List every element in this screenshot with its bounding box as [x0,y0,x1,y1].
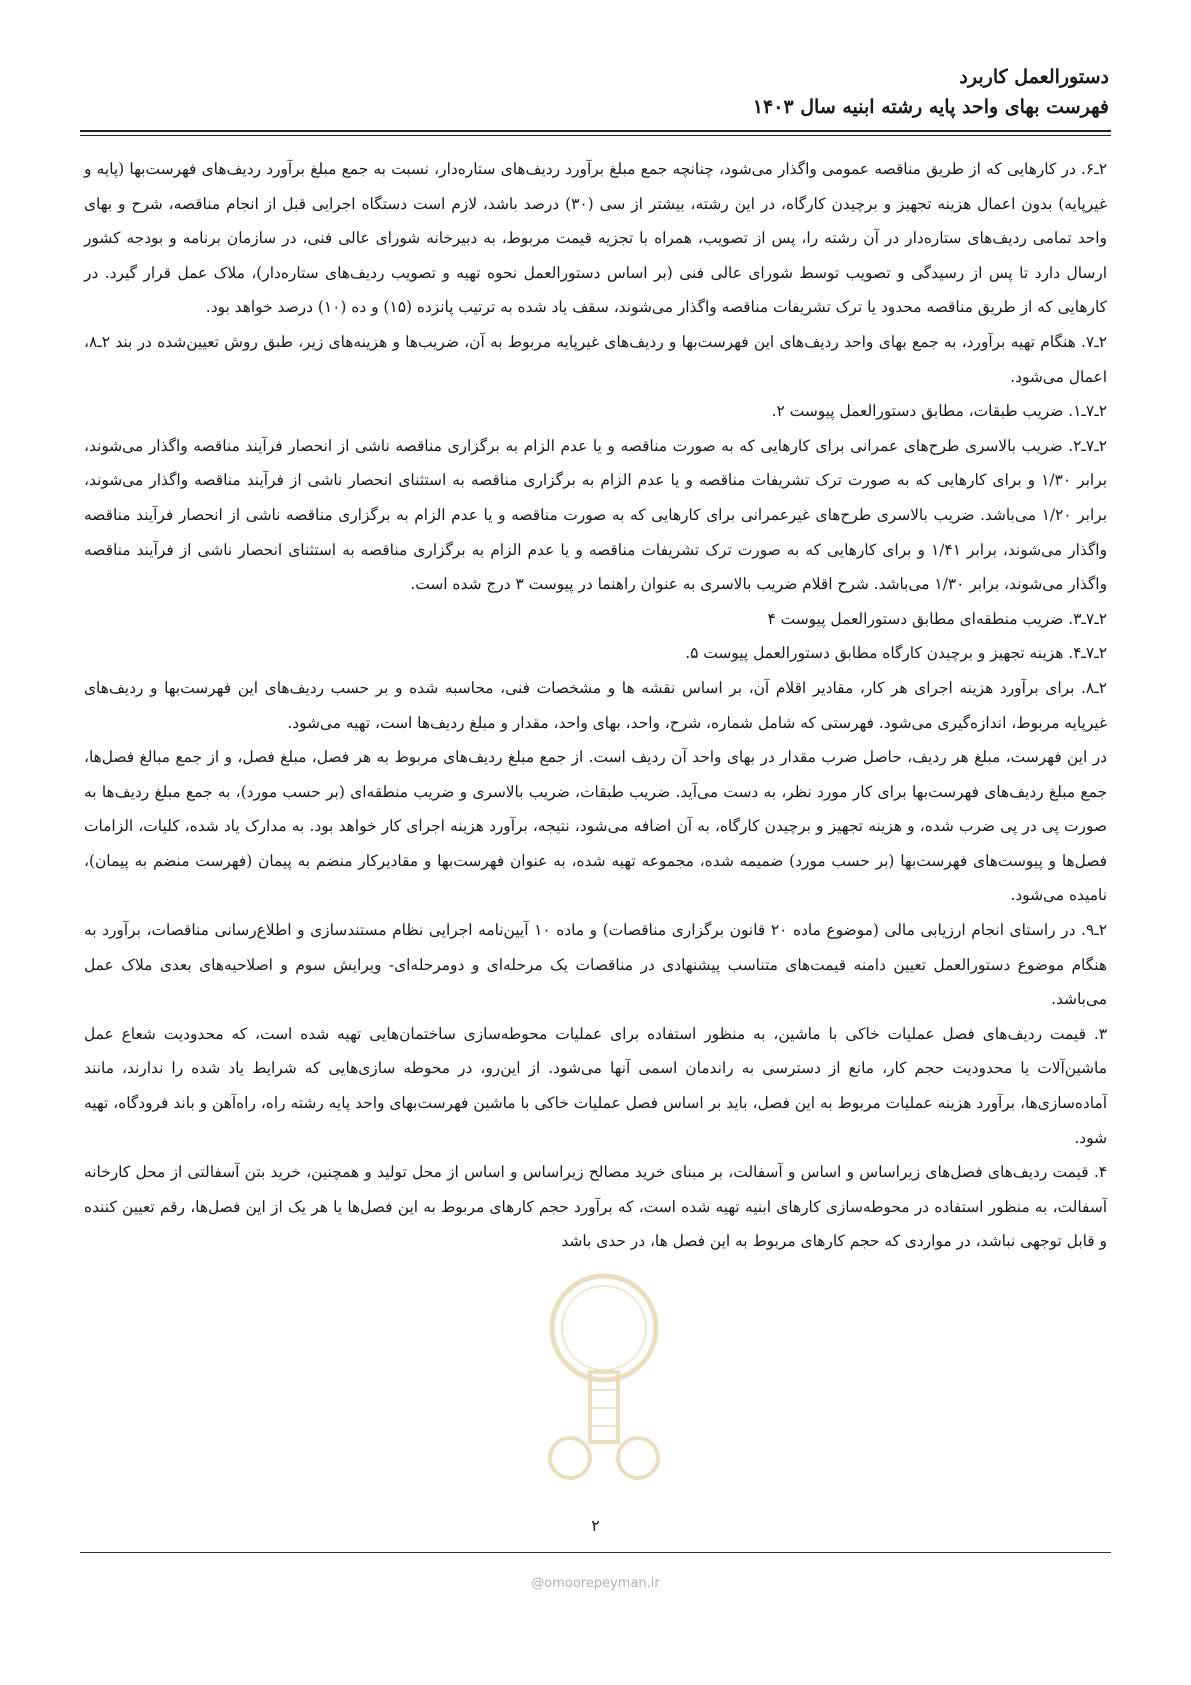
paragraph-4: ۴. قیمت ردیف‌های فصل‌های زیراساس و اساس و آسفالت، بر مبنای خرید مصالح زیراساس و اساس از محل تولید و همچنین، خرید بتن آسفالتی از محل کارخانه آسفالت، به منظور استفاده در محوطه‌سازی کارهای ابنیه تهیه شده است، که برآورد حجم کارهای مربوط به این فصل‌ها یا هر یک از این فصل‌ها، رقم تعیین کننده و قابل توجهی نباشد، در مواردی که حجم کارهای مربوط به این فصل ها، در حدی باشد [84,1163,1107,1251]
page-header [80,62,1109,122]
paragraph-2-7: ۲ـ۷. هنگام تهیه برآورد، به جمع بهای واحد ردیف‌های این فهرست‌بها و ردیف‌های غیرپایه مربوط به آن، ضریب‌ها و هزینه‌های زیر، طبق روش تعیین‌شده در بند ۲ـ۸، اعمال می‌شود. [84,332,1107,386]
paragraph-2-7-2: ۲ـ۷ـ۲. ضریب بالاسری طرح‌های عمرانی برای کارهایی که به صورت مناقصه و یا عدم الزام به برگزاری مناقصه ناشی از انحصار فرآیند مناقصه واگذار می‌شوند، برابر ۱/۳۰ و برای کارهایی که به صورت ترک تشریفات مناقصه و یا عدم الزام به برگزاری مناقصه به استثنای انحصار ناشی از فرآیند مناقصه واگذار می‌شوند، برابر ۱/۲۰ می‌باشد. ضریب بالاسری طرح‌های غیرعمرانی برای کارهایی که به صورت مناقصه و یا عدم الزام به برگزاری مناقصه ناشی از انحصار فرآیند مناقصه واگذار می‌شوند، برابر ۱/۴۱ و برای کارهایی که به صورت ترک تشریفات مناقصه و یا عدم الزام به برگزاری مناقصه به استثنای انحصار ناشی از فرآیند مناقصه واگذار می‌شوند، برابر ۱/۳۰ می‌باشد. شرح اقلام ضریب بالاسری به عنوان راهنما در پیوست ۳ درج شده است. [84,436,1107,594]
paragraph-2-6: ۲ـ۶. در کارهایی که از طریق مناقصه عمومی واگذار می‌شود، چنانچه جمع مبلغ برآورد ردیف‌های ستاره‌دار، نسبت به جمع مبلغ برآورد ردیف‌های فهرست‌بها (پایه و غیرپایه) بدون اعمال هزینه تجهیز و برچیدن کارگاه، در این رشته، بیشتر از سی (۳۰) درصد باشد، لازم است دستگاه اجرایی قبل از انجام مناقصه، شرح و بهای واحد تمامی ردیف‌های ستاره‌دار در آن رشته را، پس از تصویب، همراه با تجزیه قیمت مربوط، به دبیرخانه شورای عالی فنی، در سازمان برنامه و بودجه کشور ارسال دارد تا پس از رسیدگی و تصویب توسط شورای عالی فنی (بر اساس دستورالعمل نحوه تهیه و تصویب ردیف‌های ستاره‌دار)، ملاک عمل قرار گیرد. در کارهایی که از طریق مناقصه محدود یا ترک تشریفات مناقصه واگذار می‌شوند، سقف یاد شده به ترتیب پانزده (۱۵) و ده (۱۰) درصد خواهد بود. [84,160,1107,317]
header-rule-thin [80,135,1111,136]
paragraph-2-7-4: ۲ـ۷ـ۴. هزینه تجهیز و برچیدن کارگاه مطابق دستورالعمل پیوست ۵. [685,644,1107,663]
document-body [84,152,1107,1259]
header-rule-thick [80,130,1111,132]
paragraph-2-9: ۲ـ۹. در راستای انجام ارزیابی مالی (موضوع ماده ۲۰ قانون برگزاری مناقصات) و ماده ۱۰ آیین‌نامه اجرایی نظام مستندسازی و اطلاع‌رسانی مناقصات، برآورد به هنگام موضوع دستورالعمل تعیین دامنه قیمت‌های متناسب پیشنهادی در مناقصات یک مرحله‌ای و دومرحله‌ای- ویرایش سوم و اصلاحیه‌های بعدی ملاک عمل می‌باشد. [84,921,1107,1009]
document-subtitle: فهرست بهای واحد پایه رشته ابنیه سال ۱۴۰۳ [752,96,1109,118]
paragraph-2-7-3: ۲ـ۷ـ۳. ضریب منطقه‌ای مطابق دستورالعمل پیوست ۴ [767,609,1107,628]
paragraph-3: ۳. قیمت ردیف‌های فصل عملیات خاکی با ماشین، به منظور استفاده برای عملیات محوطه‌سازی ساختمان‌هایی تهیه شده است، که محدودیت شعاع عمل ماشین‌آلات یا محدودیت حجم کار، مانع از دسترسی به راندمان اسمی آنها می‌شود. از این‌رو، در محوطه سازی‌هایی که شرایط یاد شده را ندارند، مانند آماده‌سازی‌ها، برآورد هزینه عملیات مربوط به این فصل، باید بر اساس فصل عملیات خاکی با ماشین فهرست‌بهای واحد پایه رشته راه، راه‌آهن و باند فرودگاه، تهیه شود. [84,1024,1107,1147]
footer-rule [80,1552,1111,1553]
page-number: ۲ [591,1516,600,1535]
paragraph-2-7-1: ۲ـ۷ـ۱. ضریب طبقات، مطابق دستورالعمل پیوست ۲. [771,402,1107,421]
paragraph-2-8: ۲ـ۸. برای برآورد هزینه اجرای هر کار، مقادیر اقلام آن، بر اساس نقشه ها و مشخصات فنی، محاسبه شده و بر حسب ردیف‌های این فهرست‌بها و ردیف‌های غیرپایه مربوط، اندازه‌گیری می‌شود. فهرستی که شامل شماره، شرح، واحد، بهای واحد، مقدار و مبلغ ردیف‌ها است، تهیه می‌شود. [84,678,1107,732]
watermark-logo-icon [530,1268,678,1496]
website-watermark: @omoorepeyman.ir [531,1576,660,1591]
paragraph-2-8-continued: در این فهرست، مبلغ هر ردیف، حاصل ضرب مقدار در بهای واحد آن ردیف است. از جمع مبلغ ردیف‌های مربوط به هر فصل، مبلغ فصل، و از جمع مبالغ فصل‌ها، جمع مبلغ ردیف‌های فهرست‌بها برای کار مورد نظر، به دست می‌آید. ضریب طبقات، ضریب بالاسری و ضریب منطقه‌ای (بر حسب مورد)، به جمع مبلغ ردیف‌ها به صورت پی در پی ضرب شده، و هزینه تجهیز و برچیدن کارگاه، به آن اضافه می‌شود، نتیجه، برآورد هزینه اجرای کار خواهد بود. به مدارک یاد شده، کلیات، الزامات فصل‌ها و پیوست‌های فهرست‌بها (بر حسب مورد) ضمیمه شده، مجموعه تهیه شده، به عنوان فهرست‌بها و مقادیرکار منضم به پیمان (فهرست منضم به پیمان)، نامیده می‌شود. [84,748,1107,905]
document-title: دستورالعمل کاربرد [959,66,1109,88]
